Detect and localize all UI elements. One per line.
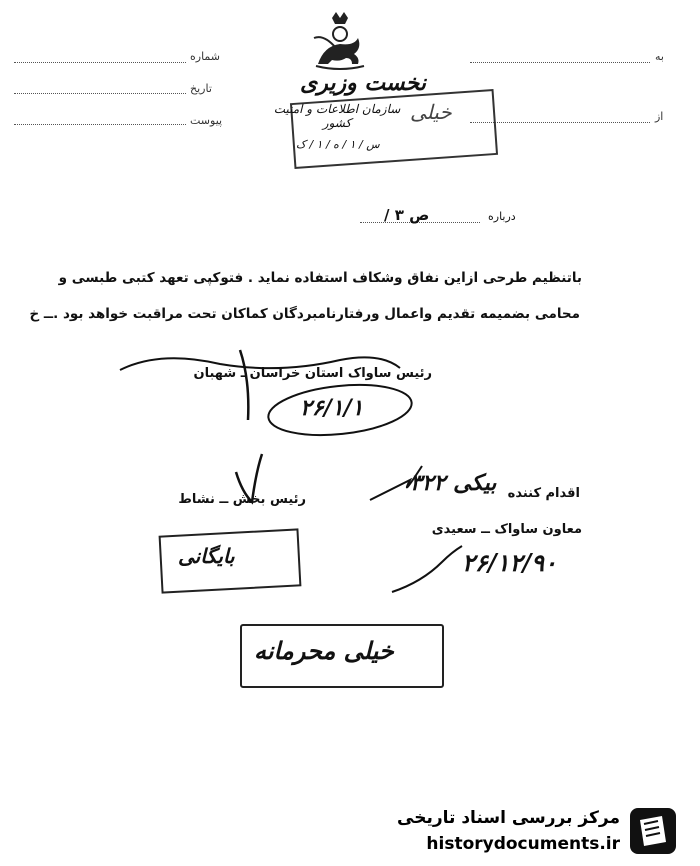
top-stamp-text: خیلی bbox=[410, 100, 452, 124]
deputy-date: ۲۶/۱۲/۹۰ bbox=[462, 548, 557, 577]
chief-title: رئیس ساواک استان خراسان ـ شهبان bbox=[193, 366, 432, 381]
check-mark-icon bbox=[226, 452, 266, 522]
deputy-signature-scribble-icon bbox=[386, 540, 466, 600]
subject-label: درباره bbox=[488, 210, 516, 223]
footer-url[interactable]: historydocuments.ir bbox=[426, 834, 620, 854]
footer-title: مرکز بررسی اسناد تاریخی bbox=[397, 808, 620, 828]
body-line-1: باتنظیم طرحی ازاین نفاق وشکاف استفاده نماید . فتوکپی تعهد کتبی طبسی و bbox=[58, 270, 582, 286]
body-line-2: محامی بضمیمه تقدیم واعمال ورفتارنامبردگان کماکان تحت مراقبت خواهد بود .ــ خ bbox=[29, 306, 580, 322]
action-scribble-icon bbox=[366, 464, 426, 504]
archive-center-logo-icon bbox=[628, 806, 678, 856]
section-chief-title: رئیس بخش ــ نشاط bbox=[178, 492, 306, 507]
archive-stamp-text: بایگانی bbox=[178, 544, 235, 568]
from-label: از bbox=[655, 110, 664, 123]
to-label: به bbox=[655, 50, 664, 63]
org-subtitle: سازمان اطلاعات و امنیت کشور bbox=[273, 102, 401, 130]
date-label: تاریخ bbox=[190, 82, 212, 95]
org-title: نخست وزیری bbox=[300, 70, 426, 96]
to-line bbox=[470, 62, 650, 63]
lion-and-sun-emblem-icon bbox=[300, 8, 380, 70]
action-mark: ۳۲۲ بیکی bbox=[410, 470, 497, 496]
from-line bbox=[470, 122, 650, 123]
classification-stamp-text: خیلی محرمانه bbox=[254, 636, 394, 665]
number-label: شماره bbox=[190, 50, 221, 63]
subject-value: ص ۳ / bbox=[384, 206, 430, 224]
action-label: اقدام کننده bbox=[507, 486, 580, 501]
chief-date: ۲۶/۱/۱ bbox=[300, 395, 364, 421]
deputy-title: معاون ساواک ــ سعیدی bbox=[431, 522, 582, 537]
attachment-line bbox=[14, 124, 186, 125]
number-line bbox=[14, 62, 186, 63]
org-code: س / ۱ / ه / ۱ / ک bbox=[296, 138, 380, 151]
attachment-label: پیوست bbox=[190, 114, 223, 127]
date-line bbox=[14, 93, 186, 94]
chief-signature-scribble-icon bbox=[110, 340, 440, 440]
